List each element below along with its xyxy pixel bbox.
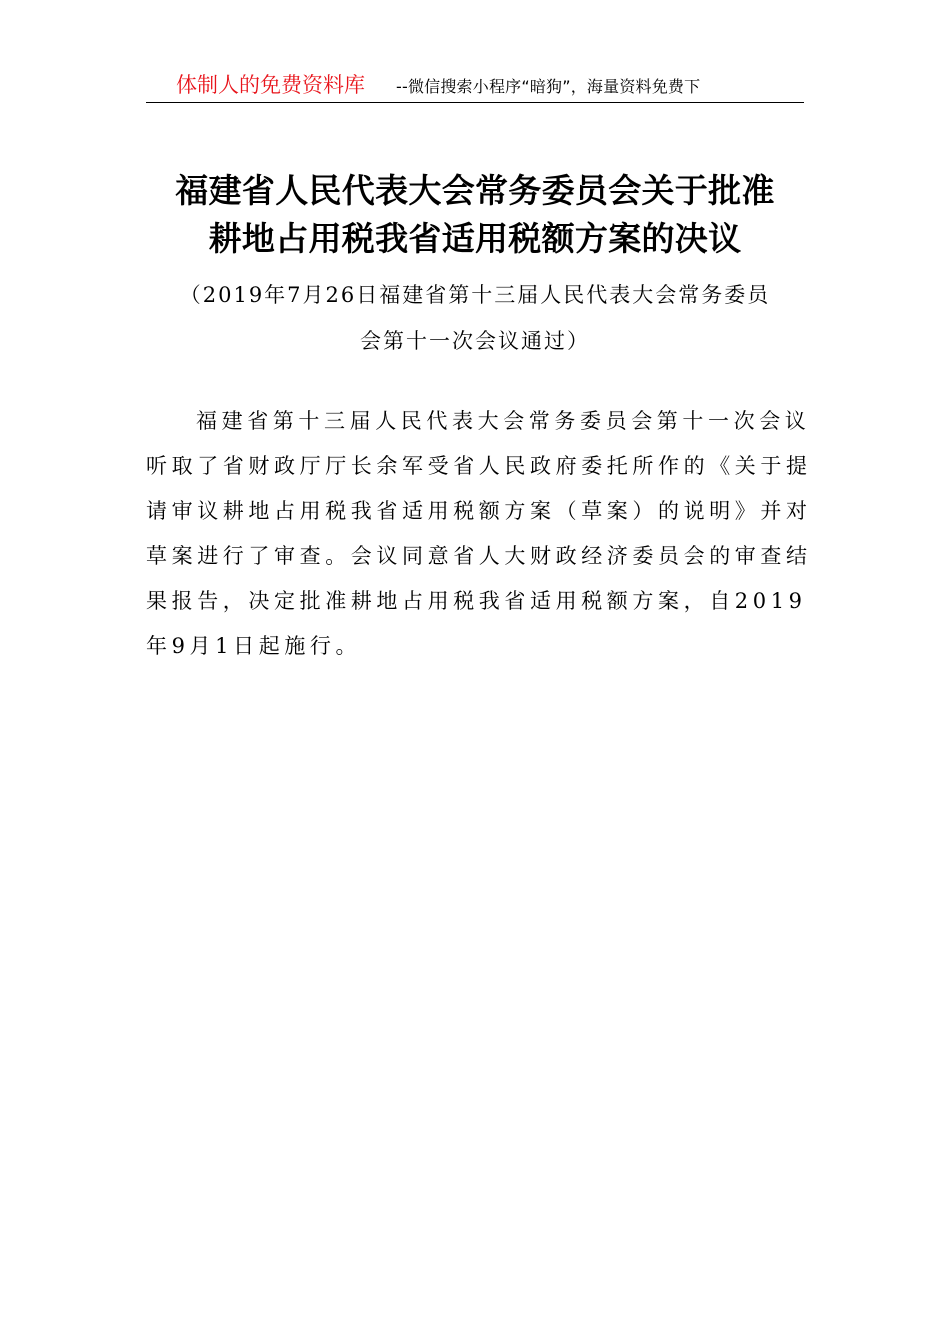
body-line: 年9月1日起施行。 bbox=[146, 634, 362, 658]
adoption-note bbox=[146, 272, 804, 364]
adoption-note-line-1: （2019年7月26日福建省第十三届人民代表大会常务委员 bbox=[179, 283, 771, 307]
body-line: 福建省第十三届人民代表大会常务委员会第十一次会议 bbox=[196, 409, 811, 433]
title-line-1: 福建省人民代表大会常务委员会关于批准 bbox=[175, 171, 775, 210]
page-header bbox=[146, 70, 804, 103]
body-line: 听取了省财政厅厅长余军受省人民政府委托所作的《关于提 bbox=[146, 454, 812, 478]
document-title bbox=[146, 167, 804, 263]
body-line: 草案进行了审查。会议同意省人大财政经济委员会的审查结 bbox=[146, 544, 812, 568]
body-line: 果报告，决定批准耕地占用税我省适用税额方案，自2019 bbox=[146, 589, 807, 613]
adoption-note-line-2: 会第十一次会议通过） bbox=[360, 329, 590, 353]
header-brand: 体制人的免费资料库 bbox=[176, 73, 365, 97]
body-paragraph bbox=[146, 399, 812, 669]
title-line-2: 耕地占用税我省适用税额方案的决议 bbox=[208, 219, 742, 258]
header-note: --微信搜索小程序“暗狗”，海量资料免费下 bbox=[396, 77, 701, 96]
body-line: 请审议耕地占用税我省适用税额方案（草案）的说明》并对 bbox=[146, 499, 812, 523]
